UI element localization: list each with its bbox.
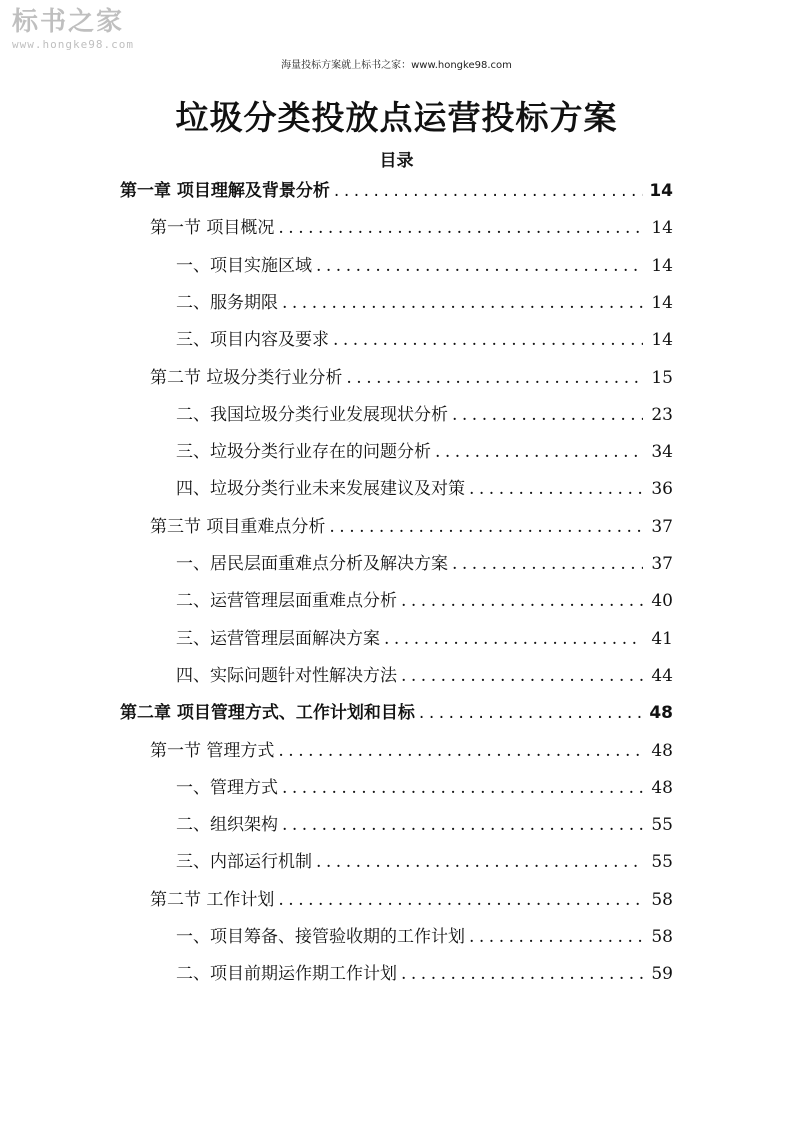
logo-url: www.hongke98.com [12,38,134,51]
toc-entry-label: 一、管理方式 [176,777,278,798]
document-title: 垃圾分类投放点运营投标方案 [175,98,618,137]
toc-dot-leader [282,778,643,798]
toc-entry[interactable] [176,624,673,652]
toc-entry-page-number: 14 [651,255,673,276]
toc-dot-leader [316,256,643,276]
toc-entry-page-number: 48 [649,703,673,724]
toc-entry-page-number: 14 [651,292,673,313]
toc-entry-page-number: 15 [651,367,673,388]
toc-dot-leader [278,741,643,761]
toc-entry-label: 第一节 管理方式 [150,740,275,761]
toc-dot-leader [452,554,643,574]
toc-entry-label: 二、我国垃圾分类行业发展现状分析 [176,404,448,425]
logo-text: 标书之家 [12,7,125,37]
toc-entry[interactable] [176,847,673,875]
toc-entry-label: 三、运营管理层面解决方案 [176,628,380,649]
toc-entry-page-number: 14 [651,218,673,239]
toc-entry-label: 二、项目前期运作期工作计划 [176,964,397,985]
toc-entry[interactable] [176,437,673,465]
toc-entry-label: 三、项目内容及要求 [176,330,329,351]
toc-dot-leader [452,405,643,425]
toc-dot-leader [282,293,643,313]
toc-entry-label: 第一节 项目概况 [150,218,275,239]
toc-entry-page-number: 34 [651,442,673,463]
toc-entry-label: 第三节 项目重难点分析 [150,516,326,537]
toc-entry-page-number: 48 [651,740,673,761]
toc-heading: 目录 [379,151,414,171]
toc-entry-label: 一、项目筹备、接管验收期的工作计划 [176,927,465,947]
toc-dot-leader [278,218,643,238]
toc-entry-page-number: 48 [651,777,673,798]
toc-entry[interactable] [176,810,673,838]
toc-entry-label: 一、项目实施区域 [176,255,312,276]
toc-entry-label: 三、垃圾分类行业存在的问题分析 [176,442,431,463]
header-note: 海量投标方案就上标书之家：www.hongke98.com [281,60,512,71]
toc-entry-page-number: 41 [651,628,673,649]
toc-entry[interactable] [150,512,673,540]
toc-entry-page-number: 59 [651,964,673,985]
toc-entry[interactable] [176,325,673,353]
toc-dot-leader [419,703,643,723]
watermark-logo [12,8,162,51]
toc-entry[interactable] [150,363,673,391]
toc-entry[interactable] [176,474,673,502]
toc-entry[interactable] [176,661,673,689]
toc-entry[interactable] [176,959,673,987]
toc-dot-leader [435,442,643,462]
toc-dot-leader [333,330,643,350]
toc-entry-label: 第二节 垃圾分类行业分析 [150,367,343,388]
toc-entry[interactable] [176,922,673,950]
toc-entry-label: 第二章 项目管理方式、工作计划和目标 [120,703,415,724]
toc-entry[interactable] [176,400,673,428]
toc-entry-label: 二、运营管理层面重难点分析 [176,591,397,612]
toc-entry-page-number: 14 [649,181,673,201]
toc-entry-page-number: 36 [651,479,673,500]
toc-entry[interactable] [120,698,673,726]
toc-dot-leader [334,181,643,201]
toc-entry-page-number: 58 [651,927,673,947]
toc-entry-label: 三、内部运行机制 [176,852,312,873]
toc-dot-leader [401,666,643,686]
toc-entry[interactable] [176,251,673,279]
toc-entry-label: 第一章 项目理解及背景分析 [120,181,330,201]
toc-entry-label: 一、居民层面重难点分析及解决方案 [176,554,448,574]
toc-entry[interactable] [176,586,673,614]
toc-entry-page-number: 44 [651,665,673,686]
toc-entry-page-number: 55 [651,852,673,873]
toc-entry-page-number: 40 [651,591,673,612]
toc-dot-leader [278,890,643,910]
toc-dot-leader [401,964,643,984]
toc-dot-leader [282,815,643,835]
toc-entry[interactable] [150,213,673,241]
toc-dot-leader [384,629,643,649]
toc-entry-page-number: 14 [651,330,673,351]
toc-entry-label: 四、垃圾分类行业未来发展建议及对策 [176,479,465,500]
toc-dot-leader [316,852,643,872]
toc-entry[interactable] [176,288,673,316]
toc-dot-leader [469,479,643,499]
toc-entry-label: 二、服务期限 [176,292,278,313]
toc-entry-page-number: 23 [651,404,673,425]
toc-entry[interactable] [150,736,673,764]
toc-entry-label: 第二节 工作计划 [150,889,275,910]
toc-entry-page-number: 37 [651,516,673,537]
toc-dot-leader [329,517,643,537]
toc-entry[interactable] [176,773,673,801]
toc-dot-leader [401,591,643,611]
toc-entry-label: 四、实际问题针对性解决方法 [176,665,397,686]
toc-dot-leader [346,368,643,388]
toc-entry[interactable] [176,549,673,577]
toc-entry-page-number: 58 [651,889,673,910]
toc-entry-label: 二、组织架构 [176,815,278,836]
toc-entry-page-number: 37 [651,554,673,574]
toc-dot-leader [469,927,643,947]
toc-entry[interactable] [150,885,673,913]
toc-entry[interactable] [120,176,673,204]
toc-entry-page-number: 55 [651,815,673,836]
